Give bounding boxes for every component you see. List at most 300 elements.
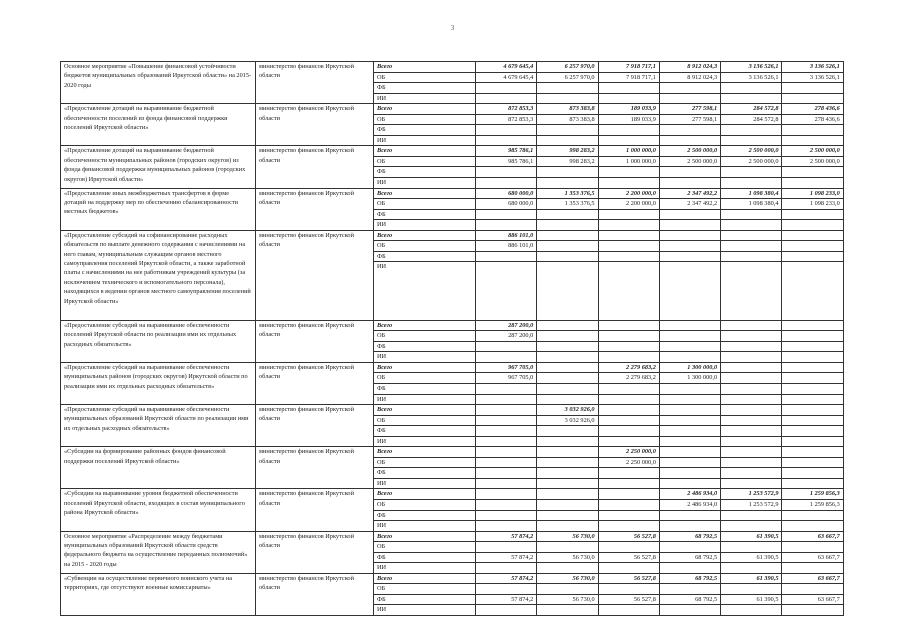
amount-cell [782, 394, 843, 405]
amount-cell: 1 098 233,0 [782, 199, 843, 210]
amount-cell [782, 262, 843, 320]
amount-cell [476, 405, 537, 416]
amount-cell [782, 521, 843, 532]
amount-cell [476, 584, 537, 595]
amount-cell [782, 447, 843, 458]
amount-cell: 8 912 024,3 [659, 72, 720, 83]
amount-cell [782, 415, 843, 426]
amount-cell: 1 000 000,0 [598, 146, 659, 157]
amount-cell [598, 436, 659, 447]
amount-cell [537, 394, 598, 405]
amount-cell [537, 383, 598, 394]
amount-cell [721, 262, 782, 320]
amount-cell: 2 250 000,0 [598, 457, 659, 468]
amount-cell [537, 331, 598, 342]
amount-cell [659, 394, 720, 405]
amount-cell [782, 251, 843, 262]
table-row [61, 405, 844, 416]
table-row [61, 320, 844, 331]
funding-source: ОБ [374, 114, 476, 125]
table-row [61, 489, 844, 500]
amount-cell: 2 200 000,0 [598, 188, 659, 199]
amount-cell [537, 468, 598, 479]
amount-cell [659, 521, 720, 532]
funding-source: Всего [374, 320, 476, 331]
amount-cell [537, 320, 598, 331]
amount-cell: 1 259 856,3 [782, 499, 843, 510]
executor-name: министерство финансов Иркутской области [256, 62, 374, 104]
amount-cell: 3 032 926,0 [537, 415, 598, 426]
amount-cell [598, 510, 659, 521]
amount-cell: 1 098 233,0 [782, 188, 843, 199]
amount-cell: 61 390,5 [721, 573, 782, 584]
amount-cell: 886 101,0 [476, 241, 537, 252]
amount-cell [598, 605, 659, 616]
amount-cell [537, 93, 598, 104]
amount-cell [598, 178, 659, 189]
amount-cell [537, 510, 598, 521]
amount-cell: 1 353 376,5 [537, 199, 598, 210]
funding-source: Всего [374, 362, 476, 373]
amount-cell [721, 426, 782, 437]
amount-cell: 278 436,6 [782, 104, 843, 115]
table-row [61, 362, 844, 373]
amount-cell: 2 279 683,2 [598, 362, 659, 373]
funding-source: ОБ [374, 156, 476, 167]
amount-cell [537, 251, 598, 262]
activity-name: «Предоставление субсидий на софинансирование расходных обязательств по выплате денежного содержания с начислениями на него главам, муниципальным служащим органов местного самоуправления поселений Иркутской области, а также заработной платы с начислениями на нее работникам учреждений культуры (за исключением технического и вспомогательного персонала), находящихся в ведении органов местного самоуправления поселений Иркутской области» [61, 230, 256, 320]
amount-cell [659, 83, 720, 94]
amount-cell [782, 178, 843, 189]
amount-cell [476, 468, 537, 479]
amount-cell: 287 200,0 [476, 320, 537, 331]
amount-cell: 985 786,1 [476, 156, 537, 167]
executor-name: министерство финансов Иркутской области [256, 104, 374, 146]
amount-cell [721, 83, 782, 94]
amount-cell [537, 447, 598, 458]
amount-cell [476, 125, 537, 136]
funding-source: ОБ [374, 241, 476, 252]
amount-cell [659, 436, 720, 447]
amount-cell: 56 527,8 [598, 552, 659, 563]
amount-cell: 2 200 000,0 [598, 199, 659, 210]
amount-cell: 3 136 526,1 [782, 72, 843, 83]
amount-cell [598, 241, 659, 252]
table-row [61, 104, 844, 115]
amount-cell: 2 500 000,0 [721, 146, 782, 157]
amount-cell: 1 300 000,0 [659, 362, 720, 373]
executor-name: министерство финансов Иркутской области [256, 362, 374, 404]
amount-cell [598, 563, 659, 574]
amount-cell [659, 510, 720, 521]
amount-cell [537, 584, 598, 595]
amount-cell [476, 521, 537, 532]
amount-cell [537, 489, 598, 500]
amount-cell [782, 93, 843, 104]
amount-cell: 56 527,8 [598, 531, 659, 542]
amount-cell [659, 331, 720, 342]
amount-cell [721, 209, 782, 220]
amount-cell [721, 230, 782, 241]
amount-cell: 284 572,8 [721, 114, 782, 125]
funding-source: ИИ [374, 352, 476, 363]
funding-source: ОБ [374, 457, 476, 468]
activity-name: «Предоставление дотаций на выравнивание бюджетной обеспеченности муниципальных районов (городских округов) из фонда финансовой поддержки муниципальных районов (городских округов) Иркутской области» [61, 146, 256, 188]
amount-cell: 56 730,0 [537, 531, 598, 542]
table-row [61, 188, 844, 199]
funding-source: Всего [374, 573, 476, 584]
amount-cell [598, 209, 659, 220]
amount-cell [782, 436, 843, 447]
amount-cell [721, 352, 782, 363]
executor-name: министерство финансов Иркутской области [256, 320, 374, 362]
amount-cell: 2 500 000,0 [659, 146, 720, 157]
amount-cell [476, 220, 537, 231]
amount-cell [598, 489, 659, 500]
amount-cell: 68 792,5 [659, 573, 720, 584]
amount-cell [782, 457, 843, 468]
amount-cell [476, 447, 537, 458]
amount-cell: 2 250 000,0 [598, 447, 659, 458]
amount-cell [659, 178, 720, 189]
amount-cell [659, 135, 720, 146]
amount-cell: 63 667,7 [782, 552, 843, 563]
amount-cell: 6 257 970,0 [537, 72, 598, 83]
amount-cell: 57 874,2 [476, 531, 537, 542]
amount-cell [721, 383, 782, 394]
amount-cell [782, 220, 843, 231]
amount-cell [476, 383, 537, 394]
amount-cell [537, 542, 598, 553]
activity-name: Основное мероприятие «Повышение финансовой устойчивости бюджетов муниципальных образований Иркутской области» на 2015-2020 годы [61, 62, 256, 104]
amount-cell: 967 705,0 [476, 362, 537, 373]
funding-source: ФБ [374, 383, 476, 394]
amount-cell: 3 136 526,1 [721, 62, 782, 73]
page-number: 3 [450, 24, 455, 32]
amount-cell [782, 563, 843, 574]
amount-cell [782, 405, 843, 416]
funding-source: Всего [374, 188, 476, 199]
amount-cell: 2 347 492,2 [659, 188, 720, 199]
amount-cell [659, 209, 720, 220]
funding-source: ИИ [374, 436, 476, 447]
amount-cell [721, 331, 782, 342]
table-row [61, 230, 844, 241]
executor-name: министерство финансов Иркутской области [256, 188, 374, 230]
amount-cell [598, 230, 659, 241]
table-row [61, 447, 844, 458]
funding-source: Всего [374, 489, 476, 500]
amount-cell [476, 478, 537, 489]
activity-name: «Субвенции на осуществление первичного воинского учета на территориях, где отсутствуют военные комиссариаты» [61, 573, 256, 615]
amount-cell [537, 521, 598, 532]
amount-cell [598, 83, 659, 94]
amount-cell [782, 209, 843, 220]
amount-cell [598, 468, 659, 479]
amount-cell [476, 135, 537, 146]
amount-cell [721, 251, 782, 262]
amount-cell [537, 125, 598, 136]
amount-cell [659, 341, 720, 352]
amount-cell [537, 178, 598, 189]
amount-cell [598, 251, 659, 262]
amount-cell [476, 563, 537, 574]
amount-cell [598, 220, 659, 231]
amount-cell [721, 510, 782, 521]
amount-cell: 277 598,1 [659, 114, 720, 125]
amount-cell [721, 468, 782, 479]
amount-cell [598, 93, 659, 104]
amount-cell [537, 209, 598, 220]
amount-cell [721, 436, 782, 447]
amount-cell [659, 93, 720, 104]
executor-name: министерство финансов Иркутской области [256, 447, 374, 489]
amount-cell: 872 853,3 [476, 104, 537, 115]
funding-source: ФБ [374, 552, 476, 563]
amount-cell [476, 262, 537, 320]
amount-cell [659, 447, 720, 458]
amount-cell [537, 457, 598, 468]
amount-cell: 967 705,0 [476, 373, 537, 384]
amount-cell [476, 341, 537, 352]
amount-cell: 189 033,9 [598, 114, 659, 125]
funding-source: Всего [374, 447, 476, 458]
amount-cell [598, 125, 659, 136]
financing-table [60, 61, 844, 616]
amount-cell [782, 135, 843, 146]
amount-cell [537, 230, 598, 241]
amount-cell [598, 415, 659, 426]
activity-name: Основное мероприятие «Распределение между бюджетами муниципальных образований Иркутской области средств федерального бюджета на осуществление переданных полномочий» на 2015 - 2020 годы [61, 531, 256, 573]
amount-cell [537, 167, 598, 178]
amount-cell [721, 394, 782, 405]
amount-cell: 2 486 934,0 [659, 489, 720, 500]
amount-cell [476, 436, 537, 447]
amount-cell [659, 478, 720, 489]
amount-cell [721, 584, 782, 595]
amount-cell [537, 241, 598, 252]
amount-cell [721, 478, 782, 489]
funding-source: ОБ [374, 72, 476, 83]
activity-name: «Субсидии на выравнивание уровня бюджетной обеспеченности поселений Иркутской области, входящих в состав муниципального района Иркутской области» [61, 489, 256, 531]
funding-source: ФБ [374, 83, 476, 94]
amount-cell: 1 253 572,9 [721, 489, 782, 500]
amount-cell [782, 373, 843, 384]
amount-cell: 998 283,2 [537, 146, 598, 157]
amount-cell [476, 83, 537, 94]
amount-cell [782, 341, 843, 352]
funding-source: ИИ [374, 478, 476, 489]
financing-table-body [61, 62, 844, 616]
funding-source: ИИ [374, 394, 476, 405]
amount-cell [537, 499, 598, 510]
amount-cell: 998 283,2 [537, 156, 598, 167]
funding-source: ОБ [374, 373, 476, 384]
amount-cell [782, 426, 843, 437]
amount-cell [721, 542, 782, 553]
funding-source: ОБ [374, 499, 476, 510]
executor-name: министерство финансов Иркутской области [256, 405, 374, 447]
funding-source: ОБ [374, 415, 476, 426]
table-row [61, 573, 844, 584]
funding-source: ИИ [374, 521, 476, 532]
amount-cell [782, 320, 843, 331]
amount-cell [598, 405, 659, 416]
amount-cell: 57 874,2 [476, 573, 537, 584]
amount-cell: 3 136 526,1 [721, 72, 782, 83]
amount-cell [598, 584, 659, 595]
amount-cell [721, 362, 782, 373]
amount-cell: 56 730,0 [537, 573, 598, 584]
activity-name: «Предоставление иных межбюджетных трансфертов в форме дотаций на поддержку мер по обеспечению сбалансированности местных бюджетов» [61, 188, 256, 230]
amount-cell [782, 362, 843, 373]
amount-cell [782, 352, 843, 363]
amount-cell [598, 352, 659, 363]
funding-source: ОБ [374, 542, 476, 553]
amount-cell [476, 542, 537, 553]
amount-cell: 63 667,7 [782, 531, 843, 542]
funding-source: ФБ [374, 251, 476, 262]
amount-cell: 61 390,5 [721, 594, 782, 605]
amount-cell: 2 486 934,0 [659, 499, 720, 510]
amount-cell: 278 436,6 [782, 114, 843, 125]
amount-cell [598, 478, 659, 489]
amount-cell: 61 390,5 [721, 531, 782, 542]
amount-cell [598, 320, 659, 331]
amount-cell: 4 679 645,4 [476, 62, 537, 73]
amount-cell: 56 527,8 [598, 573, 659, 584]
amount-cell [721, 373, 782, 384]
amount-cell [659, 320, 720, 331]
amount-cell: 63 667,7 [782, 594, 843, 605]
amount-cell [659, 241, 720, 252]
amount-cell [782, 605, 843, 616]
funding-source: Всего [374, 146, 476, 157]
amount-cell [476, 457, 537, 468]
amount-cell [598, 341, 659, 352]
funding-source: Всего [374, 104, 476, 115]
amount-cell [659, 605, 720, 616]
amount-cell: 8 912 024,3 [659, 62, 720, 73]
amount-cell [476, 426, 537, 437]
amount-cell [721, 405, 782, 416]
funding-source: Всего [374, 531, 476, 542]
amount-cell [782, 510, 843, 521]
amount-cell [476, 178, 537, 189]
amount-cell [721, 241, 782, 252]
funding-source: ФБ [374, 594, 476, 605]
funding-source: ИИ [374, 563, 476, 574]
amount-cell: 3 136 526,1 [782, 62, 843, 73]
amount-cell [721, 320, 782, 331]
amount-cell [537, 478, 598, 489]
amount-cell [476, 510, 537, 521]
funding-source: ОБ [374, 331, 476, 342]
amount-cell [537, 341, 598, 352]
amount-cell: 2 500 000,0 [782, 146, 843, 157]
amount-cell [659, 584, 720, 595]
amount-cell [537, 563, 598, 574]
amount-cell [659, 220, 720, 231]
amount-cell: 68 792,5 [659, 552, 720, 563]
amount-cell [782, 167, 843, 178]
amount-cell [782, 468, 843, 479]
amount-cell: 4 679 645,4 [476, 72, 537, 83]
funding-source: ОБ [374, 584, 476, 595]
amount-cell [659, 563, 720, 574]
amount-cell: 189 033,9 [598, 104, 659, 115]
amount-cell [721, 447, 782, 458]
amount-cell [598, 383, 659, 394]
amount-cell [476, 93, 537, 104]
funding-source: ОБ [374, 199, 476, 210]
amount-cell [537, 83, 598, 94]
amount-cell [476, 605, 537, 616]
funding-source: ФБ [374, 167, 476, 178]
amount-cell [721, 415, 782, 426]
activity-name: «Предоставление дотаций на выравнивание бюджетной обеспеченности поселений из фонда финансовой поддержки поселений Иркутской области» [61, 104, 256, 146]
amount-cell [721, 178, 782, 189]
funding-source: ИИ [374, 178, 476, 189]
amount-cell: 873 383,8 [537, 104, 598, 115]
amount-cell [782, 478, 843, 489]
amount-cell [721, 220, 782, 231]
funding-source: ИИ [374, 262, 476, 320]
amount-cell [782, 584, 843, 595]
executor-name: министерство финансов Иркутской области [256, 230, 374, 320]
amount-cell [659, 262, 720, 320]
amount-cell [598, 394, 659, 405]
amount-cell: 56 730,0 [537, 552, 598, 563]
amount-cell: 680 000,0 [476, 188, 537, 199]
amount-cell [476, 251, 537, 262]
amount-cell [659, 426, 720, 437]
funding-source: Всего [374, 62, 476, 73]
amount-cell: 1 000 000,0 [598, 156, 659, 167]
amount-cell: 56 730,0 [537, 594, 598, 605]
amount-cell [659, 125, 720, 136]
table-row [61, 531, 844, 542]
activity-name: «Предоставление субсидий на выравнивание обеспеченности муниципальных районов (городских округов) Иркутской области по реализации ими их отдельных расходных обязательств» [61, 362, 256, 404]
amount-cell: 277 598,1 [659, 104, 720, 115]
funding-source: ФБ [374, 426, 476, 437]
amount-cell: 1 098 380,4 [721, 199, 782, 210]
amount-cell: 886 101,0 [476, 230, 537, 241]
amount-cell [537, 426, 598, 437]
amount-cell [782, 83, 843, 94]
executor-name: министерство финансов Иркутской области [256, 573, 374, 615]
amount-cell [537, 373, 598, 384]
funding-source: Всего [374, 405, 476, 416]
amount-cell: 57 874,2 [476, 594, 537, 605]
amount-cell: 7 918 717,1 [598, 62, 659, 73]
amount-cell: 2 279 683,2 [598, 373, 659, 384]
amount-cell: 63 667,7 [782, 573, 843, 584]
amount-cell [537, 135, 598, 146]
amount-cell [659, 468, 720, 479]
amount-cell [782, 230, 843, 241]
amount-cell: 1 098 380,4 [721, 188, 782, 199]
amount-cell [598, 426, 659, 437]
amount-cell [476, 415, 537, 426]
amount-cell [537, 262, 598, 320]
amount-cell [476, 167, 537, 178]
activity-name: «Предоставление субсидий на выравнивание обеспеченности муниципальных образований Иркутской области по реализации ими их отдельных расходных обязательств» [61, 405, 256, 447]
amount-cell [476, 352, 537, 363]
amount-cell [659, 542, 720, 553]
amount-cell [721, 167, 782, 178]
amount-cell [721, 93, 782, 104]
